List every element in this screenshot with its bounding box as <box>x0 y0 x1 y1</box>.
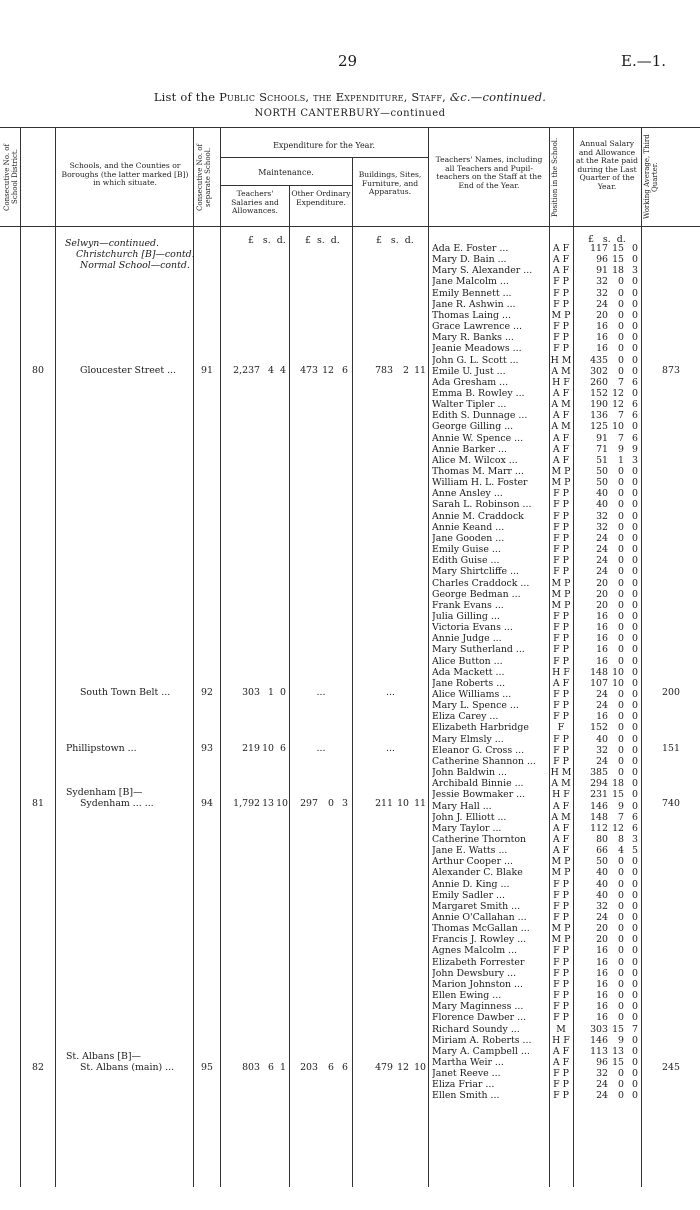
teacher-salary: 16 0 0 <box>596 655 638 667</box>
teacher-position: H M <box>550 354 572 366</box>
teacher-name: Margaret Smith ... <box>432 900 521 912</box>
teacher-salary: 20 0 0 <box>596 923 638 935</box>
other-amount: ... <box>316 687 326 698</box>
teacher-position: F P <box>553 532 569 544</box>
school-number: 92 <box>201 687 213 698</box>
teacher-name: Eliza Carey ... <box>432 711 499 723</box>
teacher-salary: 294 18 0 <box>590 778 638 790</box>
teacher-name: Catherine Thornton <box>432 833 527 845</box>
teacher-position: M P <box>551 477 571 489</box>
attendance-value: 151 <box>662 743 680 754</box>
teacher-name: Sarah L. Robinson ... <box>432 499 532 511</box>
header-attendance: Working Average, Third Quarter. <box>643 134 659 220</box>
teacher-position: F P <box>553 1079 569 1091</box>
teacher-position: F P <box>553 622 569 634</box>
teacher-salary: 260 7 6 <box>590 376 638 388</box>
teacher-position: F P <box>553 510 569 522</box>
teacher-position: F P <box>553 633 569 645</box>
teacher-salary: 80 8 3 <box>596 833 638 845</box>
teacher-name: George Bedman ... <box>432 588 521 600</box>
attendance-value: 740 <box>662 798 680 809</box>
teacher-name: Jeanie Meadows ... <box>432 343 522 355</box>
teacher-name: Elizabeth Forrester <box>432 956 525 968</box>
teacher-position: F P <box>553 521 569 533</box>
teacher-position: F P <box>553 700 569 712</box>
header-salaries: Teachers' Salaries and Allowances. <box>231 189 279 216</box>
teacher-salary: 20 0 0 <box>596 599 638 611</box>
teacher-salary: 16 0 0 <box>596 633 638 645</box>
teacher-salary: 32 0 0 <box>596 1068 638 1080</box>
borough-heading: Sydenham [B]— <box>66 787 143 798</box>
teacher-name: Alice Button ... <box>432 655 503 667</box>
teacher-name: Jane Gooden ... <box>432 532 505 544</box>
teacher-salary: 71 9 9 <box>596 443 638 455</box>
teacher-salary: 435 0 0 <box>590 354 638 366</box>
teacher-name: Mary L. Spence ... <box>432 700 519 712</box>
teacher-name: Ellen Smith ... <box>432 1090 500 1102</box>
teacher-salary: 16 0 0 <box>596 622 638 634</box>
teacher-position: M P <box>551 309 571 321</box>
teacher-position: A M <box>551 399 571 411</box>
teacher-salary: 16 0 0 <box>596 978 638 990</box>
teacher-name: Frank Evans ... <box>432 599 504 611</box>
teacher-name: Eleanor G. Cross ... <box>432 744 525 756</box>
teacher-salary: 16 0 0 <box>596 332 638 344</box>
page-title <box>0 90 700 104</box>
teacher-position: F P <box>553 499 569 511</box>
teacher-salary: 146 9 0 <box>590 800 638 812</box>
teacher-salary: 113 13 0 <box>590 1045 638 1057</box>
header-bottom-rule <box>0 226 700 227</box>
teacher-name: Jane E. Watts ... <box>432 845 508 857</box>
teacher-position: H F <box>552 789 570 801</box>
teacher-salary: 24 0 0 <box>596 912 638 923</box>
teacher-position: F P <box>553 900 569 912</box>
header-expenditure: Expenditure for the Year. <box>273 141 375 150</box>
header-position: Position in the School. <box>551 137 559 217</box>
teacher-salary: 50 0 0 <box>596 477 638 489</box>
salaries-amount: 303 1 0 <box>242 687 286 698</box>
teacher-salary: 16 0 0 <box>596 967 638 979</box>
teacher-position: F P <box>553 655 569 667</box>
teacher-name: Edith Guise ... <box>432 555 500 567</box>
teacher-position: F P <box>553 566 569 578</box>
teacher-salary: 16 0 0 <box>596 711 638 723</box>
teacher-position: F P <box>553 956 569 968</box>
school-number: 91 <box>201 365 213 376</box>
teacher-name: Ada Gresham ... <box>432 376 509 388</box>
teacher-salary: 24 0 0 <box>596 555 638 567</box>
buildings-amount: 479 12 10 <box>375 1062 426 1073</box>
teacher-position: F P <box>553 332 569 344</box>
teacher-name: Jane Roberts ... <box>432 677 506 689</box>
teacher-name: Agnes Malcolm ... <box>432 945 518 957</box>
header-other: Other Ordinary Expenditure. <box>291 189 351 207</box>
teacher-name: Mary Taylor ... <box>432 822 502 834</box>
teacher-name: Thomas M. Marr ... <box>432 466 524 477</box>
teacher-name: Thomas McGallan ... <box>432 923 530 935</box>
teacher-name: John Baldwin ... <box>432 767 507 779</box>
teacher-position: F P <box>553 889 569 901</box>
teacher-position: A F <box>552 800 570 812</box>
teacher-name: Janet Reeve ... <box>432 1068 501 1080</box>
teacher-position: F P <box>553 555 569 567</box>
teacher-position: M P <box>551 588 571 600</box>
teacher-salary: 152 0 0 <box>590 722 638 734</box>
teacher-name: Miriam A. Roberts ... <box>432 1034 532 1046</box>
teacher-salary: 117 15 0 <box>590 243 638 254</box>
teacher-position: A F <box>552 677 570 689</box>
teacher-position: M <box>556 1023 566 1035</box>
salaries-amount: 2,237 4 4 <box>233 365 286 376</box>
teacher-name: Emile U. Just ... <box>432 365 506 377</box>
teacher-salary: 24 0 0 <box>596 1090 638 1102</box>
teacher-position: M P <box>551 466 571 477</box>
teacher-name: Emily Sadler ... <box>432 889 505 901</box>
teacher-position: F P <box>553 1090 569 1102</box>
teacher-salary: 32 0 0 <box>596 521 638 533</box>
teacher-name: Archibald Binnie ... <box>432 778 524 790</box>
teacher-salary: 385 0 0 <box>590 767 638 779</box>
teacher-name: George Gilling ... <box>432 421 514 433</box>
teacher-name: Francis J. Rowley ... <box>432 934 527 946</box>
teacher-salary: 20 0 0 <box>596 577 638 589</box>
attendance-value: 200 <box>662 687 680 698</box>
teacher-salary: 16 0 0 <box>596 990 638 1002</box>
teacher-salary: 24 0 0 <box>596 544 638 556</box>
teacher-name: Mary Hall ... <box>432 800 492 812</box>
teacher-salary: 112 12 6 <box>590 822 638 834</box>
teacher-position: A M <box>551 421 571 433</box>
teacher-salary: 148 10 0 <box>590 666 638 678</box>
teacher-name: Marion Johnston ... <box>432 978 523 990</box>
teacher-salary: 16 0 0 <box>596 343 638 355</box>
teacher-salary: 190 12 6 <box>590 399 638 411</box>
teacher-position: F P <box>553 744 569 756</box>
teacher-position: A F <box>552 432 570 444</box>
teacher-salary: 20 0 0 <box>596 309 638 321</box>
borough-heading: St. Albans [B]— <box>66 1051 141 1062</box>
teacher-name: John J. Elliott ... <box>432 811 507 823</box>
header-salary: Annual Salary and Allowance at the Rate paid during the Last Quarter of the Year. <box>576 139 638 191</box>
teacher-position: A M <box>551 778 571 790</box>
teacher-salary: 32 0 0 <box>596 900 638 912</box>
district-number: 82 <box>32 1062 44 1073</box>
teacher-name: Annie M. Craddock <box>432 510 524 522</box>
teacher-name: Mary A. Campbell ... <box>432 1045 530 1057</box>
teacher-salary: 91 18 3 <box>596 265 638 277</box>
teacher-name: Annie Keand ... <box>432 521 505 533</box>
teacher-position: H M <box>550 767 572 779</box>
teacher-salary: 32 0 0 <box>596 510 638 522</box>
teacher-position: F P <box>553 1068 569 1080</box>
teacher-salary: 16 0 0 <box>596 1001 638 1013</box>
teacher-salary: 24 0 0 <box>596 700 638 712</box>
school-name: Phillipstown ... <box>66 743 137 754</box>
teacher-name: Mary Elmsly ... <box>432 733 504 745</box>
teacher-position: A F <box>552 1045 570 1057</box>
teacher-name: Charles Craddock ... <box>432 577 530 589</box>
district-number: 80 <box>32 365 44 376</box>
teacher-salary: 146 9 0 <box>590 1034 638 1046</box>
teacher-salary: 50 0 0 <box>596 466 638 477</box>
teacher-position: F P <box>553 1001 569 1013</box>
school-heading: Christchurch [B]—contd. <box>76 249 195 260</box>
teacher-salary: 24 0 0 <box>596 566 638 578</box>
teacher-name: Eliza Friar ... <box>432 1079 495 1091</box>
buildings-amount: ... <box>386 743 395 754</box>
teacher-name: Alice Williams ... <box>432 689 512 700</box>
teacher-salary: 24 0 0 <box>596 755 638 767</box>
teacher-position: F P <box>553 644 569 656</box>
teacher-salary: 51 1 3 <box>596 454 638 466</box>
teacher-position: A F <box>552 845 570 857</box>
teacher-salary: 136 7 6 <box>590 410 638 422</box>
title-caps: Public Schools, the Expenditure, Staff, <box>219 90 446 104</box>
teacher-salary: 16 0 0 <box>596 644 638 656</box>
teacher-name: Mary S. Alexander ... <box>432 265 533 277</box>
school-number: 95 <box>201 1062 213 1073</box>
header-maintenance: Maintenance. <box>258 168 314 177</box>
teacher-position: F P <box>553 689 569 700</box>
salaries-amount: 1,792 13 10 <box>233 798 288 809</box>
teacher-name: Ada E. Foster ... <box>432 243 509 254</box>
teacher-position: F P <box>553 287 569 299</box>
teacher-salary: 20 0 0 <box>596 588 638 600</box>
teacher-salary: 148 7 6 <box>590 811 638 823</box>
teacher-name: Mary Sutherland ... <box>432 644 525 656</box>
attendance-value: 245 <box>662 1062 680 1073</box>
teacher-position: A F <box>552 454 570 466</box>
attendance-value: 873 <box>662 365 680 376</box>
teacher-salary: 302 0 0 <box>590 365 638 377</box>
teacher-name: Annie D. King ... <box>432 878 510 890</box>
buildings-amount: ... <box>386 687 395 698</box>
teacher-name: Julia Gilling ... <box>432 610 500 622</box>
teacher-position: F P <box>553 276 569 288</box>
header-schools: Schools, and the Counties or Boroughs (the latter marked [B]) in which situate. <box>61 161 189 188</box>
teacher-position: A F <box>552 833 570 845</box>
teacher-salary: 24 0 0 <box>596 1079 638 1091</box>
teacher-name: Walter Tipler ... <box>432 399 507 411</box>
teacher-position: F P <box>553 610 569 622</box>
teacher-position: A F <box>552 822 570 834</box>
teacher-position: A F <box>552 254 570 266</box>
teacher-salary: 16 0 0 <box>596 1012 638 1024</box>
other-amount: 203 6 6 <box>300 1062 348 1073</box>
teacher-salary: 24 0 0 <box>596 532 638 544</box>
title-suffix: &c.—continued. <box>449 90 547 104</box>
teacher-position: A F <box>552 387 570 399</box>
currency-salaries: £ s. d. <box>248 235 286 246</box>
teacher-position: A M <box>551 365 571 377</box>
buildings-amount: 783 2 11 <box>375 365 426 376</box>
teacher-position: F P <box>553 321 569 333</box>
teacher-name: Alice M. Wilcox ... <box>432 454 518 466</box>
teacher-salary: 24 0 0 <box>596 298 638 310</box>
teacher-salary: 32 0 0 <box>596 276 638 288</box>
teacher-name: John G. L. Scott ... <box>432 354 519 366</box>
header-school-no: Consecutive No. of separate School. <box>196 143 212 211</box>
teacher-name: Catherine Shannon ... <box>432 755 536 767</box>
teacher-salary: 32 0 0 <box>596 744 638 756</box>
teacher-position: F <box>557 722 565 734</box>
header-teachers: Teachers' Names, including all Teachers and Pupil-teachers on the Staff at the End of the Year. <box>435 155 543 190</box>
teacher-name: Mary R. Banks ... <box>432 332 514 344</box>
salaries-amount: 219 10 6 <box>242 743 286 754</box>
teacher-position: A F <box>552 243 570 254</box>
teacher-position: M P <box>551 923 571 935</box>
teacher-position: F P <box>553 755 569 767</box>
school-heading: Normal School—contd. <box>80 260 190 271</box>
teacher-position: F P <box>553 967 569 979</box>
teacher-name: Annie O'Callahan ... <box>432 912 527 923</box>
teacher-salary: 16 0 0 <box>596 321 638 333</box>
document-reference: E.—1. <box>621 52 667 70</box>
teacher-salary: 152 12 0 <box>590 387 638 399</box>
teacher-position: H F <box>552 376 570 388</box>
teacher-name: Annie Barker ... <box>432 443 507 455</box>
teacher-salary: 40 0 0 <box>596 867 638 879</box>
title-prefix: List of the <box>153 90 216 104</box>
teacher-salary: 40 0 0 <box>596 488 638 500</box>
teacher-name: Richard Soundy ... <box>432 1023 520 1035</box>
teacher-name: Edith S. Dunnage ... <box>432 410 528 422</box>
teacher-position: A F <box>552 265 570 277</box>
teacher-position: F P <box>553 945 569 957</box>
teacher-position: M P <box>551 867 571 879</box>
teacher-salary: 66 4 5 <box>596 845 638 857</box>
teacher-name: Jessie Bowmaker ... <box>432 789 526 801</box>
teacher-salary: 91 7 6 <box>596 432 638 444</box>
teacher-position: H F <box>552 1034 570 1046</box>
teacher-salary: 107 10 0 <box>590 677 638 689</box>
teacher-position: F P <box>553 878 569 890</box>
teacher-name: Alexander C. Blake <box>432 867 523 879</box>
teacher-salary: 96 15 0 <box>596 1056 638 1068</box>
teacher-position: F P <box>553 990 569 1002</box>
teacher-position: F P <box>553 298 569 310</box>
currency-buildings: £ s. d. <box>376 235 414 246</box>
teacher-name: Grace Lawrence ... <box>432 321 522 333</box>
teacher-name: Jane Malcolm ... <box>432 276 509 288</box>
other-amount: 473 12 6 <box>300 365 348 376</box>
teacher-name: Ada Mackett ... <box>432 666 505 678</box>
teacher-name: Annie Judge ... <box>432 633 502 645</box>
expenditure-rule <box>220 157 428 158</box>
teacher-position: F P <box>553 978 569 990</box>
teacher-salary: 32 0 0 <box>596 287 638 299</box>
teacher-salary: 40 0 0 <box>596 499 638 511</box>
district-number: 81 <box>32 798 44 809</box>
other-amount: ... <box>316 743 326 754</box>
school-name: Sydenham ... ... <box>80 798 154 809</box>
currency-other: £ s. d. <box>305 235 340 246</box>
teacher-salary: 96 15 0 <box>596 254 638 266</box>
teacher-position: M P <box>551 577 571 589</box>
teacher-name: Elizabeth Harbridge <box>432 722 529 734</box>
teacher-position: M P <box>551 856 571 868</box>
teacher-position: M P <box>551 934 571 946</box>
school-heading: Selwyn—continued. <box>65 238 160 249</box>
teacher-name: William H. L. Foster <box>432 477 528 489</box>
teacher-salary: 40 0 0 <box>596 878 638 890</box>
teacher-salary: 303 15 7 <box>590 1023 638 1035</box>
teacher-salary: 125 10 0 <box>590 421 638 433</box>
teacher-position: F P <box>553 733 569 745</box>
teacher-salary: 40 0 0 <box>596 889 638 901</box>
teacher-name: Mary Shirtcliffe ... <box>432 566 520 578</box>
teacher-position: A F <box>552 1056 570 1068</box>
teacher-position: H F <box>552 666 570 678</box>
teacher-name: Emma B. Rowley ... <box>432 387 525 399</box>
teacher-name: Martha Weir ... <box>432 1056 504 1068</box>
teacher-position: F P <box>553 544 569 556</box>
teacher-name: Ellen Ewing ... <box>432 990 502 1002</box>
school-number: 94 <box>201 798 213 809</box>
teacher-name: John Dewsbury ... <box>432 967 517 979</box>
teacher-name: Mary Maginness ... <box>432 1001 524 1013</box>
teacher-position: A M <box>551 811 571 823</box>
teacher-position: A F <box>552 410 570 422</box>
school-number: 93 <box>201 743 213 754</box>
teacher-position: F P <box>553 343 569 355</box>
teacher-name: Arthur Cooper ... <box>432 856 513 868</box>
page-number: 29 <box>338 52 358 70</box>
teacher-salary: 24 0 0 <box>596 689 638 700</box>
maintenance-rule <box>220 185 352 186</box>
buildings-amount: 211 10 11 <box>375 798 426 809</box>
teacher-name: Emily Guise ... <box>432 544 501 556</box>
teacher-salary: 16 0 0 <box>596 956 638 968</box>
salaries-amount: 803 6 1 <box>242 1062 286 1073</box>
other-amount: 297 0 3 <box>300 798 348 809</box>
teacher-name: Annie W. Spence ... <box>432 432 524 444</box>
teacher-salary: 50 0 0 <box>596 856 638 868</box>
currency-salary: £ s. d. <box>588 234 626 245</box>
header-buildings: Buildings, Sites, Furniture, and Apparatus. <box>358 170 422 197</box>
teacher-position: M P <box>551 599 571 611</box>
teacher-name: Mary D. Bain ... <box>432 254 507 266</box>
teacher-salary: 16 0 0 <box>596 945 638 957</box>
teacher-salary: 16 0 0 <box>596 610 638 622</box>
page-subtitle: NORTH CANTERBURY—continued <box>254 108 446 119</box>
header-district-no: Consecutive No. of School District. <box>3 143 19 211</box>
teacher-name: Victoria Evans ... <box>432 622 513 634</box>
teacher-position: F P <box>553 488 569 500</box>
teacher-salary: 231 15 0 <box>590 789 638 801</box>
teacher-name: Emily Bennett ... <box>432 287 512 299</box>
teacher-name: Anne Ansley ... <box>432 488 503 500</box>
teacher-name: Florence Dawber ... <box>432 1012 527 1024</box>
teacher-position: F P <box>553 912 569 923</box>
school-name: Gloucester Street ... <box>80 365 177 376</box>
teacher-salary: 20 0 0 <box>596 934 638 946</box>
teacher-name: Thomas Laing ... <box>432 309 511 321</box>
teacher-position: F P <box>553 711 569 723</box>
teacher-position: A F <box>552 443 570 455</box>
teacher-position: F P <box>553 1012 569 1024</box>
teacher-name: Jane R. Ashwin ... <box>432 298 516 310</box>
school-name: South Town Belt ... <box>80 687 171 698</box>
teacher-salary: 40 0 0 <box>596 733 638 745</box>
school-name: St. Albans (main) ... <box>80 1062 175 1073</box>
table-top-rule <box>0 127 700 128</box>
